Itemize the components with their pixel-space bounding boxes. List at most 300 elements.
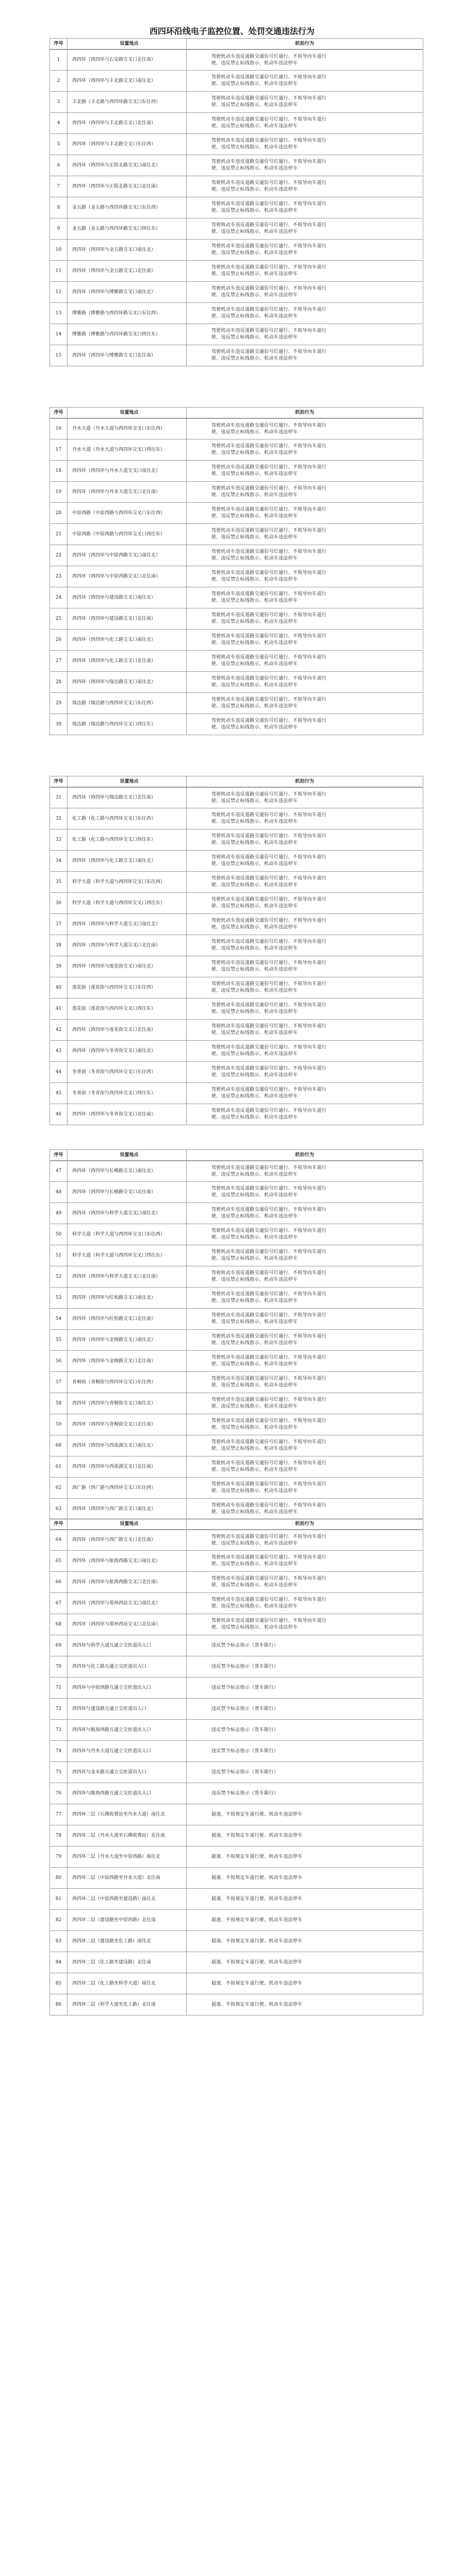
row-location: 西四环与中原西路互通立交匝道出入口 [67,1677,186,1698]
row-behavior: 驾驶机动车违反道路交通信号灯通行、不按导向车道行驶、违反禁止标线指示、机动车违法停车 [186,50,423,70]
row-number: 33 [49,829,67,850]
row-number: 55 [49,1330,67,1350]
row-behavior: 驾驶机动车违反道路交通信号灯通行、不按导向车道行驶、违反禁止标线指示、机动车违法停车 [186,461,423,481]
row-number: 43 [49,1041,67,1061]
table-row [49,1741,423,1762]
table-row [49,1456,423,1478]
row-behavior: 驾驶机动车违反道路交通信号灯通行、不按导向车道行驶、违反禁止标线指示、机动车违法停车 [186,788,423,808]
table-row [49,1203,423,1224]
table-sheet-4 [49,1149,423,1520]
row-behavior: 驾驶机动车违反道路交通信号灯通行、不按导向车道行驶、违反禁止标线指示、机动车违法停车 [186,893,423,913]
row-number: 18 [49,461,67,481]
row-location: 西四环（西四环与西广路交叉口北往南） [67,1530,186,1550]
table-row [49,461,423,482]
row-behavior: 超速、不按规定车道行驶、机动车违法停车 [186,1868,423,1888]
row-behavior: 驾驶机动车违反道路交通信号灯通行、不按导向车道行驶、违反禁止标线指示、机动车违法停车 [186,651,423,671]
row-behavior: 驾驶机动车违反道路交通信号灯通行、不按导向车道行驶、违反禁止标线指示、机动车违法停车 [186,851,423,871]
table-row [49,1656,423,1677]
row-location: 化工路（化工路与西四环交叉口东往西） [67,808,186,829]
row-location: 化工路（化工路与西四环交叉口西往东） [67,829,186,850]
row-number: 8 [49,197,67,218]
row-behavior: 驾驶机动车违反道路交通信号灯通行、不按导向车道行驶、违反禁止标线指示、机动车违法停车 [186,608,423,629]
table-row [49,1435,423,1456]
table-row [49,113,423,134]
row-behavior: 驾驶机动车违反道路交通信号灯通行、不按导向车道行驶、违反禁止标线指示、机动车违法停车 [186,155,423,176]
row-location: 西四环（西四环与中原西路交叉口南往北） [67,545,186,566]
row-number: 72 [49,1699,67,1719]
row-number: 47 [49,1161,67,1181]
row-location: 西四环（西四环与航海西路交叉口南往北） [67,1551,186,1571]
row-number: 20 [49,503,67,523]
table-row [49,1699,423,1720]
table-row [49,1414,423,1435]
row-behavior: 超速、不按规定车道行驶、机动车违法停车 [186,1994,423,2015]
row-behavior: 违反禁令标志指示（货车限行） [186,1656,423,1677]
row-location: 西四环（西四环与莲花街交叉口北往南） [67,1020,186,1040]
row-behavior: 驾驶机动车违反道路交通信号灯通行、不按导向车道行驶、违反禁止标线指示、机动车违法停车 [186,1593,423,1614]
row-location: 西四环与航海西路互通立交匝道出入口 [67,1720,186,1740]
row-behavior: 驾驶机动车违反道路交通信号灯通行、不按导向车道行驶、违反禁止标线指示、机动车违法停车 [186,587,423,608]
row-number: 42 [49,1020,67,1040]
table-row [49,1161,423,1182]
row-location: 西四环（西四环与冬青街交叉口南往北） [67,1041,186,1061]
table-row [49,545,423,566]
row-behavior: 驾驶机动车违反道路交通信号灯通行、不按导向车道行驶、违反禁止标线指示、机动车违法停车 [186,482,423,502]
row-behavior: 驾驶机动车违反道路交通信号灯通行、不按导向车道行驶、违反禁止标线指示、机动车违法停车 [186,1478,423,1498]
row-number: 35 [49,872,67,892]
table-row [49,1041,423,1062]
row-behavior: 驾驶机动车违反道路交通信号灯通行、不按导向车道行驶、违反禁止标线指示、机动车违法停车 [186,439,423,460]
row-location: 西四环（西四环与西广路交叉口南往北） [67,1499,186,1519]
table-row [49,524,423,545]
row-behavior: 驾驶机动车违反道路交通信号灯通行、不按导向车道行驶、违反禁止标线指示、机动车违法停车 [186,1020,423,1040]
row-location: 中原西路（中原西路与西四环交叉口西往东） [67,524,186,545]
row-location: 西四环二层（科学大道至化工路）北往南 [67,1994,186,2015]
row-behavior: 驾驶机动车违反道路交通信号灯通行、不按导向车道行驶、违反禁止标线指示、机动车违法停车 [186,1435,423,1456]
row-behavior: 驾驶机动车违反道路交通信号灯通行、不按导向车道行驶、违反禁止标线指示、机动车违法停车 [186,345,423,366]
row-location: 西四环（西四环与化工路交叉口南往北） [67,851,186,871]
row-location: 西四环与陇海西路互通立交匝道出入口 [67,1783,186,1804]
row-behavior: 超速、不按规定车道行驶、机动车违法停车 [186,1846,423,1867]
table-row [49,1910,423,1931]
table-row [49,1551,423,1572]
row-behavior: 驾驶机动车违反道路交通信号灯通行、不按导向车道行驶、违反禁止标线指示、机动车违法停车 [186,524,423,545]
row-number: 80 [49,1868,67,1888]
row-location: 西四环（西四环与红松路交叉口北往南） [67,1309,186,1329]
table-row [49,71,423,92]
row-behavior: 驾驶机动车违反道路交通信号灯通行、不按导向车道行驶、违反禁止标线指示、机动车违法停车 [186,1266,423,1287]
table-row [49,1783,423,1804]
row-behavior: 驾驶机动车违反道路交通信号灯通行、不按导向车道行驶、违反禁止标线指示、机动车违法停车 [186,197,423,218]
row-number: 38 [49,935,67,956]
header-location: 设置地点 [67,776,186,787]
table-row [49,1182,423,1203]
table-row [49,503,423,524]
row-behavior: 驾驶机动车违反道路交通信号灯通行、不按导向车道行驶、违反禁止标线指示、机动车违法停车 [186,240,423,260]
row-location: 西四环（西四环与西流湖交叉口南往北） [67,1435,186,1456]
table-row [49,998,423,1020]
table-row [49,1062,423,1083]
row-location: 西四环（西四环与长椿路交叉口北往南） [67,1182,186,1202]
row-location: 西四环（西四环与金梭路交叉口北往南） [67,1351,186,1371]
table-row [49,1762,423,1783]
table-row [49,1825,423,1846]
row-location: 西四环（西四环与红松路交叉口南往北） [67,1287,186,1308]
row-behavior: 驾驶机动车违反道路交通信号灯通行、不按导向车道行驶、违反禁止标线指示、机动车违法停车 [186,324,423,345]
row-location: 青桐街（青桐街与西四环交叉口东往西） [67,1372,186,1393]
table-sheet-5 [49,1518,423,2015]
row-number: 31 [49,788,67,808]
row-behavior: 违反禁令标志指示（货车限行） [186,1741,423,1761]
row-location: 金五路（金五路与西四环路交叉口东往西） [67,197,186,218]
row-number: 28 [49,672,67,692]
row-behavior: 违反禁令标志指示（货车限行） [186,1762,423,1783]
row-location: 西四环（西四环与丹水大道交叉口北往南） [67,482,186,502]
row-behavior: 驾驶机动车违反道路交通信号灯通行、不按导向车道行驶、违反禁止标线指示、机动车违法停车 [186,92,423,112]
row-location: 西四环二层（石佛收费站至丹水大道）南往北 [67,1804,186,1825]
table-row [49,482,423,503]
row-location: 瑞达路（瑞达路与西四环交叉口东往西） [67,693,186,714]
row-location: 西四环（西四环与丰北路交叉口东往西） [67,134,186,155]
row-location: 博雅路（博雅路与西四环路交叉口西往东） [67,324,186,345]
row-location: 博雅路（博雅路与西四环路交叉口东往西） [67,303,186,324]
row-location: 西四环（西四环与瑞达路交叉口南往北） [67,672,186,692]
table-row [49,651,423,672]
row-number: 41 [49,998,67,1019]
row-behavior: 驾驶机动车违反道路交通信号灯通行、不按导向车道行驶、违反禁止标线指示、机动车违法停车 [186,1224,423,1245]
row-behavior: 驾驶机动车违反道路交通信号灯通行、不按导向车道行驶、违反禁止标线指示、机动车违法停车 [186,134,423,155]
table-row [49,218,423,240]
row-behavior: 违反禁令标志指示（货车限行） [186,1699,423,1719]
row-location: 西四环二层（中原西路至建设路）南往北 [67,1889,186,1909]
row-behavior: 驾驶机动车违反道路交通信号灯通行、不按导向车道行驶、违反禁止标线指示、机动车违法停车 [186,872,423,892]
row-number: 15 [49,345,67,366]
row-behavior: 驾驶机动车违反道路交通信号灯通行、不按导向车道行驶、违反禁止标线指示、机动车违法停车 [186,1309,423,1329]
row-number: 59 [49,1414,67,1435]
row-location: 金五路（金五路与西四环路交叉口西往东） [67,218,186,239]
row-location: 科学大道（科学大道与西四环交叉口东往西） [67,1224,186,1245]
row-number: 44 [49,1062,67,1082]
row-behavior: 违反禁令标志指示（货车限行） [186,1783,423,1804]
row-location: 西四环（西四环与中原西路交叉口北往南） [67,566,186,587]
table-row [49,808,423,829]
row-number: 30 [49,714,67,735]
row-behavior: 驾驶机动车违反道路交通信号灯通行、不按导向车道行驶、违反禁止标线指示、机动车违法停车 [186,1351,423,1371]
table-row [49,872,423,893]
row-location: 西四环（西四环与建设路交叉口北往南） [67,608,186,629]
row-behavior: 驾驶机动车违反道路交通信号灯通行、不按导向车道行驶、违反禁止标线指示、机动车违法停车 [186,808,423,829]
table-row [49,418,423,439]
table-row [49,1846,423,1868]
row-location: 西四环（西四环与化工路交叉口南往北） [67,630,186,650]
row-location: 西四环与金水路互通立交匝道出入口 [67,1762,186,1783]
row-number: 61 [49,1456,67,1477]
row-number: 48 [49,1182,67,1202]
table-header [49,407,423,418]
row-number: 65 [49,1551,67,1571]
row-number: 69 [49,1635,67,1656]
row-number: 10 [49,240,67,260]
row-location: 西四环（西四环与金五路交叉口南往北） [67,240,186,260]
row-behavior: 驾驶机动车违反道路交通信号灯通行、不按导向车道行驶、违反禁止标线指示、机动车违法停车 [186,693,423,714]
row-location: 西四环（西四环与青桐街交叉口南往北） [67,1393,186,1414]
row-number: 50 [49,1224,67,1245]
row-number: 21 [49,524,67,545]
row-number: 24 [49,587,67,608]
row-location: 西四环（西四环与西流湖交叉口北往南） [67,1456,186,1477]
row-number: 60 [49,1435,67,1456]
row-behavior: 驾驶机动车违反道路交通信号灯通行、不按导向车道行驶、违反禁止标线指示、机动车违法停车 [186,1287,423,1308]
row-behavior: 驾驶机动车违反道路交通信号灯通行、不按导向车道行驶、违反禁止标线指示、机动车违法停车 [186,1104,423,1125]
table-sheet-1 [49,38,423,366]
table-row [49,1593,423,1614]
row-number: 29 [49,693,67,714]
row-number: 45 [49,1083,67,1104]
row-number: 71 [49,1677,67,1698]
row-location: 西四环（西四环与长椿路交叉口南往北） [67,1161,186,1181]
row-number: 74 [49,1741,67,1761]
row-behavior: 违反禁令标志指示（货车限行） [186,1635,423,1656]
row-location: 西四环二层（建设路至中原西路）北往南 [67,1910,186,1930]
table-header [49,38,423,49]
row-behavior: 违反禁令标志指示（货车限行） [186,1677,423,1698]
row-location: 丹水大道（丹水大道与西四环交叉口西往东） [67,439,186,460]
table-row [49,693,423,714]
row-location: 西四环（西四环与瑞达路交叉口北往南） [67,788,186,808]
row-location: 西四环二层（化工路至科学大道）南往北 [67,1973,186,1994]
row-behavior: 超速、不按规定车道行驶、机动车违法停车 [186,1952,423,1973]
row-number: 5 [49,134,67,155]
row-number: 77 [49,1804,67,1825]
row-number: 66 [49,1572,67,1592]
table-row [49,1973,423,1994]
header-location: 设置地点 [67,408,186,418]
table-row [49,1309,423,1330]
table-row [49,1478,423,1499]
table-row [49,1994,423,2015]
row-behavior: 驾驶机动车违反道路交通信号灯通行、不按导向车道行驶、违反禁止标线指示、机动车违法停车 [186,998,423,1019]
row-location: 西四环（西四环与博雅路交叉口南往北） [67,282,186,302]
row-behavior: 驾驶机动车违反道路交通信号灯通行、不按导向车道行驶、违反禁止标线指示、机动车违法停车 [186,1551,423,1571]
row-number: 37 [49,914,67,935]
row-behavior: 驾驶机动车违反道路交通信号灯通行、不按导向车道行驶、违反禁止标线指示、机动车违法停车 [186,113,423,133]
table-row [49,176,423,197]
table-row [49,672,423,693]
row-number: 49 [49,1203,67,1224]
row-location: 西四环（西四环与博雅路交叉口北往南） [67,345,186,366]
row-number: 40 [49,977,67,998]
row-location: 瑞达路（瑞达路与西四环交叉口西往东） [67,714,186,735]
table-header [49,776,423,787]
row-location: 西四环（西四环与郑州西站交叉口北往南） [67,1614,186,1635]
row-number: 57 [49,1372,67,1393]
row-behavior: 驾驶机动车违反道路交通信号灯通行、不按导向车道行驶、违反禁止标线指示、机动车违法停车 [186,1330,423,1350]
table-row [49,155,423,176]
row-location: 西四环（西四环与莲花街交叉口南往北） [67,956,186,977]
table-row [49,345,423,366]
table-row [49,714,423,735]
header-no: 序号 [49,408,67,418]
row-location: 西广路（西广路与西四环交叉口东往西） [67,1478,186,1498]
table-row [49,829,423,851]
row-number: 76 [49,1783,67,1804]
table-row [49,1104,423,1125]
row-behavior: 驾驶机动车违反道路交通信号灯通行、不按导向车道行驶、违反禁止标线指示、机动车违法停车 [186,1041,423,1061]
table-row [49,587,423,608]
header-behavior: 抓拍行为 [186,1150,423,1160]
row-behavior: 驾驶机动车违反道路交通信号灯通行、不按导向车道行驶、违反禁止标线指示、机动车违法停车 [186,1372,423,1393]
table-row [49,977,423,998]
row-number: 84 [49,1952,67,1973]
row-number: 36 [49,893,67,913]
row-number: 81 [49,1889,67,1909]
row-behavior: 驾驶机动车违反道路交通信号灯通行、不按导向车道行驶、违反禁止标线指示、机动车违法停车 [186,1161,423,1181]
header-behavior: 抓拍行为 [186,408,423,418]
row-location: 中原西路（中原西路与西四环交叉口东往西） [67,503,186,523]
table-row [49,608,423,630]
row-behavior: 超速、不按规定车道行驶、机动车违法停车 [186,1804,423,1825]
row-number: 27 [49,651,67,671]
row-number: 75 [49,1762,67,1783]
row-number: 58 [49,1393,67,1414]
table-row [49,1224,423,1245]
row-behavior: 驾驶机动车违反道路交通信号灯通行、不按导向车道行驶、违反禁止标线指示、机动车违法停车 [186,1614,423,1635]
row-behavior: 驾驶机动车违反道路交通信号灯通行、不按导向车道行驶、违反禁止标线指示、机动车违法停车 [186,935,423,956]
table-row [49,1393,423,1414]
row-behavior: 驾驶机动车违反道路交通信号灯通行、不按导向车道行驶、违反禁止标线指示、机动车违法停车 [186,714,423,735]
row-number: 32 [49,808,67,829]
table-sheet-3 [49,776,423,1125]
row-location: 西四环二层（中原西路至丹水大道）北往南 [67,1868,186,1888]
table-row [49,49,423,71]
row-behavior: 驾驶机动车违反道路交通信号灯通行、不按导向车道行驶、违反禁止标线指示、机动车违法停车 [186,1203,423,1224]
row-behavior: 驾驶机动车违反道路交通信号灯通行、不按导向车道行驶、违反禁止标线指示、机动车违法停车 [186,829,423,850]
row-location: 西四环（西四环与正阳北路交叉口北往南） [67,176,186,197]
row-number: 70 [49,1656,67,1677]
row-location: 西四环二层（丹水大道至石佛收费站）北往南 [67,1825,186,1846]
header-location: 设置地点 [67,39,186,49]
row-number: 79 [49,1846,67,1867]
row-location: 西四环（西四环与航海西路交叉口北往南） [67,1572,186,1592]
header-no: 序号 [49,776,67,787]
row-location: 西四环二层（化工路至建设路）北往南 [67,1952,186,1973]
row-location: 西四环（西四环与青桐街交叉口北往南） [67,1414,186,1435]
table-row [49,1614,423,1635]
row-number: 19 [49,482,67,502]
row-number: 26 [49,630,67,650]
row-number: 1 [49,50,67,70]
row-location: 西四环（西四环与冬青街交叉口北往南） [67,1104,186,1125]
row-behavior: 驾驶机动车违反道路交通信号灯通行、不按导向车道行驶、违反禁止标线指示、机动车违法停车 [186,1572,423,1592]
header-location: 设置地点 [67,1150,186,1160]
row-number: 85 [49,1973,67,1994]
table-row [49,1720,423,1741]
row-number: 54 [49,1309,67,1329]
table-row [49,630,423,651]
row-location: 冬青街（冬青街与西四环交叉口东往西） [67,1062,186,1082]
table-header [49,1518,423,1530]
row-behavior: 驾驶机动车违反道路交通信号灯通行、不按导向车道行驶、违反禁止标线指示、机动车违法停车 [186,1393,423,1414]
row-location: 西四环（西四环与丰北路交叉口南往北） [67,71,186,91]
row-location: 西四环与科学大道互通立交匝道出入口 [67,1635,186,1656]
row-location: 冬青街（冬青街与西四环交叉口西往东） [67,1083,186,1104]
row-behavior: 驾驶机动车违反道路交通信号灯通行、不按导向车道行驶、违反禁止标线指示、机动车违法停车 [186,176,423,197]
table-row [49,240,423,261]
header-behavior: 抓拍行为 [186,776,423,787]
row-location: 西四环与建设路互通立交匝道出入口 [67,1699,186,1719]
row-behavior: 驾驶机动车违反道路交通信号灯通行、不按导向车道行驶、违反禁止标线指示、机动车违法停车 [186,566,423,587]
table-row [49,1499,423,1520]
row-number: 56 [49,1351,67,1371]
row-location: 西四环（西四环与科学大道交叉口北往南） [67,1266,186,1287]
table-row [49,134,423,155]
row-location: 西四环与化工路互通立交匝道出入口 [67,1656,186,1677]
row-behavior: 超速、不按规定车道行驶、机动车违法停车 [186,1889,423,1909]
row-number: 2 [49,71,67,91]
row-number: 12 [49,282,67,302]
row-behavior: 违反禁令标志指示（货车限行） [186,1720,423,1740]
row-behavior: 驾驶机动车违反道路交通信号灯通行、不按导向车道行驶、违反禁止标线指示、机动车违法停车 [186,71,423,91]
row-number: 82 [49,1910,67,1930]
row-behavior: 驾驶机动车违反道路交通信号灯通行、不按导向车道行驶、违反禁止标线指示、机动车违法停车 [186,1182,423,1202]
row-location: 西四环（西四环与右安路交叉口北往南） [67,50,186,70]
table-row [49,324,423,345]
header-no: 序号 [49,1519,67,1529]
table-header [49,1149,423,1161]
row-number: 62 [49,1478,67,1498]
row-location: 西四环二层（建设路至化工路）南往北 [67,1931,186,1952]
row-number: 67 [49,1593,67,1614]
row-behavior: 驾驶机动车违反道路交通信号灯通行、不按导向车道行驶、违反禁止标线指示、机动车违法停车 [186,282,423,302]
table-row [49,1245,423,1266]
table-row [49,893,423,914]
row-number: 17 [49,439,67,460]
row-number: 16 [49,419,67,439]
table-row [49,1530,423,1551]
table-row [49,914,423,935]
row-behavior: 超速、不按规定车道行驶、机动车违法停车 [186,1973,423,1994]
row-behavior: 驾驶机动车违反道路交通信号灯通行、不按导向车道行驶、违反禁止标线指示、机动车违法停车 [186,914,423,935]
row-behavior: 驾驶机动车违反道路交通信号灯通行、不按导向车道行驶、违反禁止标线指示、机动车违法停车 [186,1245,423,1266]
row-behavior: 驾驶机动车违反道路交通信号灯通行、不按导向车道行驶、违反禁止标线指示、机动车违法停车 [186,303,423,324]
row-number: 34 [49,851,67,871]
row-number: 14 [49,324,67,345]
row-number: 46 [49,1104,67,1125]
row-location: 丰北路（丰北路与西四环路交叉口东往西） [67,92,186,112]
row-number: 64 [49,1530,67,1550]
row-location: 西四环（西四环与正阳北路交叉口南往北） [67,155,186,176]
table-row [49,1889,423,1910]
row-location: 科学大道（科学大道与西四环交叉口西往东） [67,1245,186,1266]
row-location: 西四环（西四环与金五路交叉口北往南） [67,261,186,281]
row-location: 西四环（西四环与金梭路交叉口南往北） [67,1330,186,1350]
table-row [49,197,423,218]
row-behavior: 驾驶机动车违反道路交通信号灯通行、不按导向车道行驶、违反禁止标线指示、机动车违法停车 [186,630,423,650]
table-row [49,1351,423,1372]
row-behavior: 驾驶机动车违反道路交通信号灯通行、不按导向车道行驶、违反禁止标线指示、机动车违法停车 [186,1062,423,1082]
row-behavior: 超速、不按规定车道行驶、机动车违法停车 [186,1825,423,1846]
row-behavior: 驾驶机动车违反道路交通信号灯通行、不按导向车道行驶、违反禁止标线指示、机动车违法停车 [186,218,423,239]
table-row [49,439,423,461]
row-location: 西四环（西四环与科学大道交叉口南往北） [67,1203,186,1224]
row-number: 25 [49,608,67,629]
row-behavior: 驾驶机动车违反道路交通信号灯通行、不按导向车道行驶、违反禁止标线指示、机动车违法停车 [186,503,423,523]
row-behavior: 驾驶机动车违反道路交通信号灯通行、不按导向车道行驶、违反禁止标线指示、机动车违法停车 [186,1083,423,1104]
row-location: 丹水大道（丹水大道与西四环交叉口东往西） [67,419,186,439]
table-row [49,956,423,977]
row-behavior: 驾驶机动车违反道路交通信号灯通行、不按导向车道行驶、违反禁止标线指示、机动车违法停车 [186,1456,423,1477]
header-behavior: 抓拍行为 [186,1519,423,1529]
